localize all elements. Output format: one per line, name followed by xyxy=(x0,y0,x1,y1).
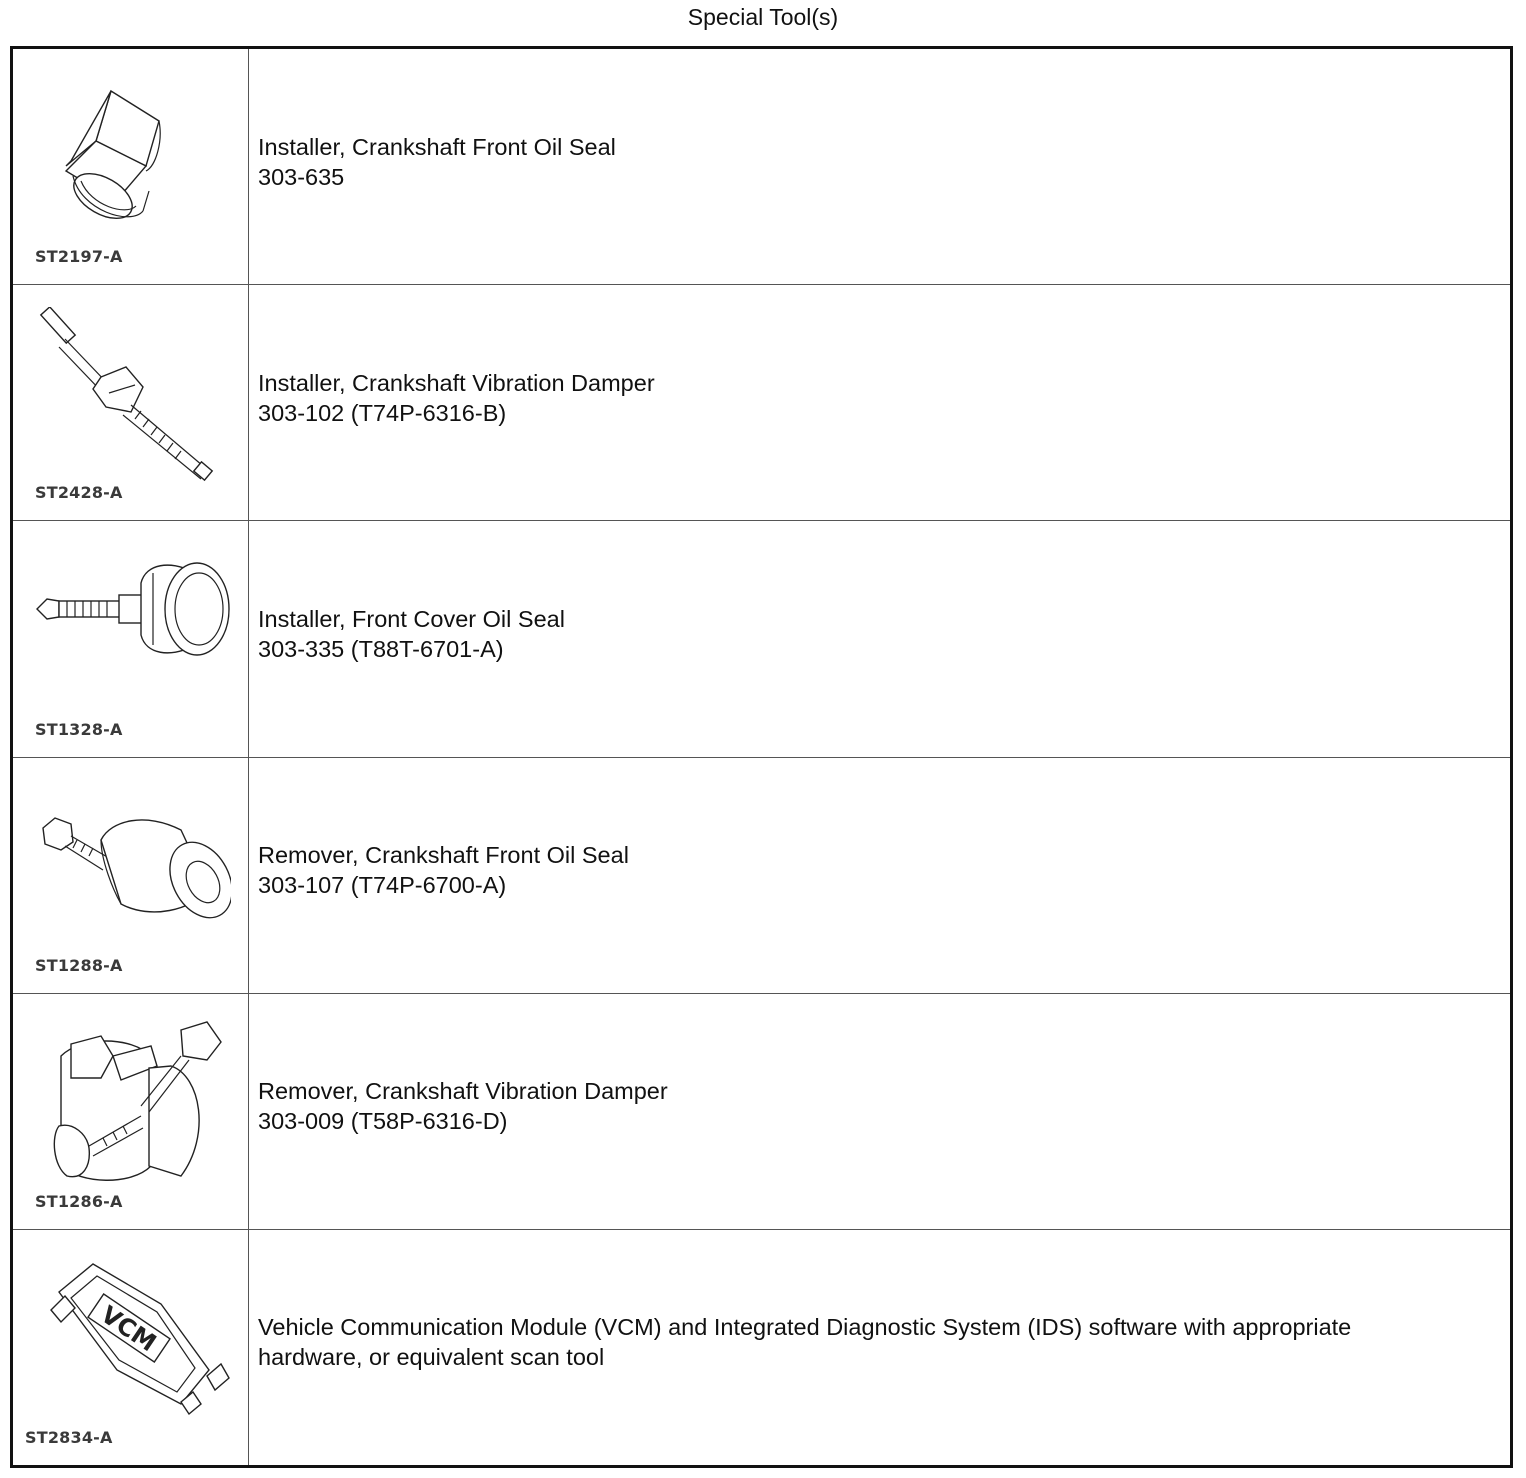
vcm-scan-tool-icon xyxy=(31,1252,231,1427)
image-code: ST2197-A xyxy=(35,247,123,267)
tool-number: 303-009 (T58P-6316-D) xyxy=(258,1108,508,1135)
image-code: ST1328-A xyxy=(35,719,123,739)
tool-image-cell xyxy=(13,285,249,520)
tool-name: Installer, Front Cover Oil Seal xyxy=(258,605,565,632)
tool-number: 303-102 (T74P-6316-B) xyxy=(258,399,507,426)
tool-number: 303-335 (T88T-6701-A) xyxy=(258,635,504,662)
tool-description-cell xyxy=(249,521,1510,756)
damper-remover-icon xyxy=(31,1016,231,1191)
tool-description-cell xyxy=(249,285,1510,520)
tool-image-cell xyxy=(13,994,249,1229)
table-row xyxy=(13,757,1510,993)
seal-installer-icon xyxy=(31,71,231,246)
table-row xyxy=(13,520,1510,756)
cover-seal-installer-icon xyxy=(31,543,231,718)
vcm-label: VCM xyxy=(95,1300,162,1358)
tool-name: Remover, Crankshaft Front Oil Seal xyxy=(258,842,629,869)
tool-name: Remover, Crankshaft Vibration Damper xyxy=(258,1078,668,1105)
tool-description-cell xyxy=(249,1230,1510,1465)
damper-installer-icon xyxy=(31,307,231,482)
tool-name: Installer, Crankshaft Vibration Damper xyxy=(258,369,655,396)
tool-name: Installer, Crankshaft Front Oil Seal xyxy=(258,133,616,160)
image-code: ST2834-A xyxy=(25,1428,113,1448)
image-code: ST2428-A xyxy=(35,483,123,503)
tool-description-cell xyxy=(249,994,1510,1229)
tool-image-cell xyxy=(13,758,249,993)
special-tools-table xyxy=(10,46,1513,1468)
tool-number: 303-107 (T74P-6700-A) xyxy=(258,872,507,899)
tool-image-cell xyxy=(13,521,249,756)
tool-description-cell xyxy=(249,758,1510,993)
image-code: ST1288-A xyxy=(35,955,123,975)
seal-remover-icon xyxy=(31,780,231,955)
table-row xyxy=(13,1229,1510,1465)
tool-image-cell xyxy=(13,49,249,284)
tool-image-cell xyxy=(13,1230,249,1465)
tool-number: 303-635 xyxy=(258,163,345,190)
table-row xyxy=(13,284,1510,520)
table-row xyxy=(13,993,1510,1229)
tool-description-cell xyxy=(249,49,1510,284)
image-code: ST1286-A xyxy=(35,1191,123,1211)
tool-name: Vehicle Communication Module (VCM) and Integrated Diagnostic System (IDS) software with appropriate hardware, or equivalent scan tool xyxy=(258,1314,1352,1371)
page-title: Special Tool(s) xyxy=(687,4,839,30)
table-row xyxy=(13,49,1510,284)
